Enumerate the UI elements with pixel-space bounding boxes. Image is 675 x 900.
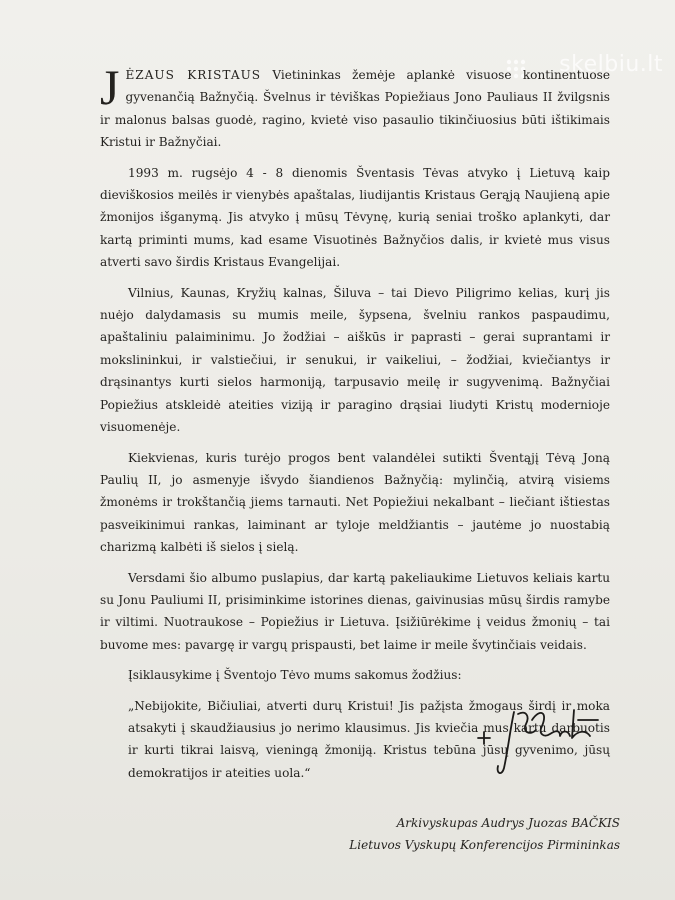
paragraph-3: Vilnius, Kaunas, Kryžių kalnas, Šiluva – tai Dievo Piligrimo kelias, kurį jis nuėjo dalydamasis su mumis meile, šypsena, švelniu rankos paspaudimu, apaštaliniu palaiminimu. Jo žodžiai – aiškūs ir paprasti – gerai suprantami ir mokslininkui, ir valstiečiui, ir senukui, ir vaikeliui, – žodžiai, kviečiantys ir drąsinantys kurti sielos harmoniją, tarpusavio meilę ir sugyvenimą. Bažnyčiai Popiežius atskleidė ateities viziją ir paragino drąsiai liudyti Kristų modernioje visuomenėje. [100,285,610,435]
signature-block [300,812,620,856]
paragraph-2: 1993 m. rugsėjo 4 - 8 dienomis Šventasis Tėvas atvyko į Lietuvą kaip dieviškosios meilės ir vienybės apaštalas, liudijantis Kristaus Gerąją Naujieną apie žmonijos išganymą. Jis atvyko į mūsų Tėvynę, kurią seniai troško aplankyti, dar kartą priminti mums, kad esame Visuotinės Bažnyčios dalis, ir kvietė mus visus atverti savo širdis Kristaus Evangelijai. [100,165,610,270]
drop-cap: J [100,59,120,115]
paragraph-4: Kiekvienas, kuris turėjo progos bent valandėlei sutikti Šventąjį Tėvą Joną Paulių II, jo asmenyje išvydo šiandienos Bažnyčią: mylinčią, atvirą visiems žmonėms ir trokštančią jiems tarnauti. Net Popiežiui nekalbant – liečiant ištiestas pasveikinimui rankas, laiminant ar tyloje meldžiantis – jautėme jo nuostabią charizmą kalbėti iš sielos į sielą. [100,450,610,555]
paragraph-1 [100,59,611,154]
signatory-title: Lietuvos Vyskupų Konferencijos Pirmininkas [349,838,620,852]
paragraph-5: Versdami šio albumo puslapius, dar kartą pakeliaukime Lietuvos keliais kartu su Jonu Pauliumi II, prisiminkime istorines dienas, gaivinusias mūsų širdis ramybe ir viltimi. Nuotraukose – Popiežius ir Lietuva. Įsižiūrėkime į veidus žmonių – tai buvome mes: pavargę ir vargų prispausti, bet laime ir meile švytinčiais veidais. [100,570,610,652]
lead-caps: ĖZAUS KRISTAUS [125,68,262,82]
watermark-text: skelbiu.lt [559,52,663,77]
paragraph-6: Įsiklausykime į Šventojo Tėvo mums sakomus žodžius: [128,668,462,683]
paragraph-1-text: Vietininkas žemėje aplankė visuose kontinentuose gyvenančią Bažnyčią. Švelnus ir tėviškas Popiežiaus Jono Pauliaus II žvilgsnis ir malonus balsas guodė, ragino, kvietė viso pasaulio tikinčiuosius būti ištikimais Kristui ir Bažnyčiai. [100,68,611,150]
pope-quote: „Nebijokite, Bičiuliai, atverti durų Kristui! Jis pažįsta žmogaus širdį ir moka atsakyti į skaudžiausius jo nerimo klausimus. Jis kviečia mus kartu darbuotis ir kurti tikrai laisvą, vieningą žmoniją. Kristus tebūna jūsų gyvenimo, jūsų demokratijos ir ateities uola.“ [128,698,610,780]
handwritten-signature [474,690,614,780]
letter-body [100,59,611,792]
signatory-name: Arkivyskupas Audrys Juozas BAČKIS [396,816,620,830]
